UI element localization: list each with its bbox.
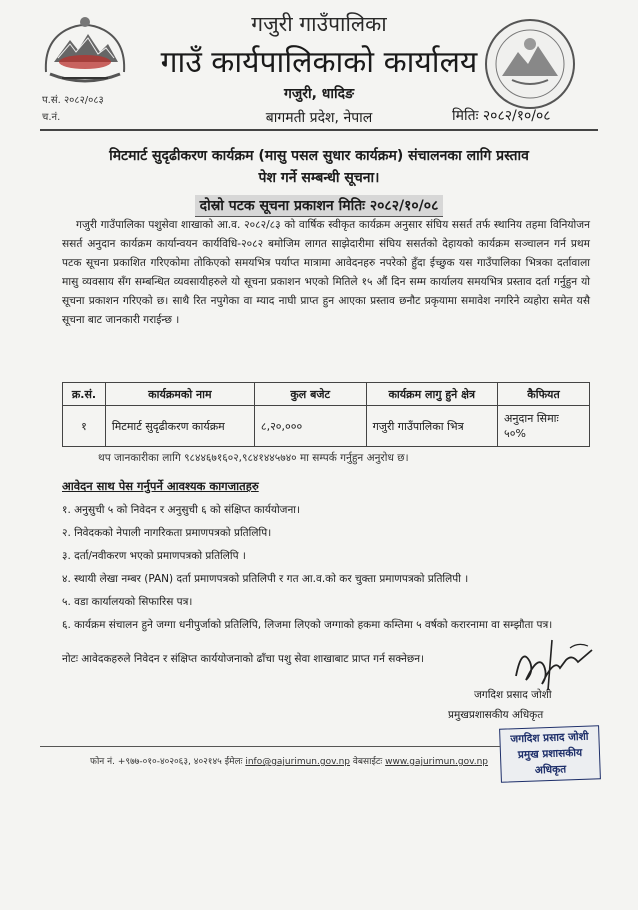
stamp-name: जगदिश प्रसाद जोशी xyxy=(510,730,589,746)
cell-area: गजुरी गाउँपालिका भित्र xyxy=(366,406,497,447)
list-item: १. अनुसुची ५ को निवेदन र अनुसुची ६ को संक्षिप्त कार्ययोजना। xyxy=(62,504,300,516)
office-place: गजुरी, धादिङ xyxy=(283,86,355,102)
requirements-heading: आवेदन साथ पेस गर्नुपर्ने आवश्यक कागजातहरु xyxy=(62,479,259,493)
body-paragraph: गजुरी गाउँपालिका पशुसेवा शाखाको आ.व. २०८२/८३ को वार्षिक स्वीकृत कार्यक्रम अनुसार संघिय ससर्त तर्फ स्थानिय तहमा विनियोजन ससर्त अनुदान कार्यक्रम कार्यान्वयन कार्यविधि-२०८२ बमोजिम लागत साझेदारीमा संघिय ससर्तको देहायको कार्यक्रम सञ्चालन गर्न प्रथम पटक सूचना प्रकाशित गरिएकोमा तोकिएको समयभित्र पर्याप्त मात्रामा आवेदनहरु नपरेको हुँदा ईच्छुक यस गाउँपालिका भित्रका दर्तावाला मासु व्यवसाय सँग सम्बन्धित व्यवसायीहरुले यो सूचना प्रकाशन भएको मितिले १५ औं दिन सम्म कार्यालय समयभित्र प्रस्ताव दर्ता गर्नुहुन यो सूचना प्रकाशन गरिएको छ। साथै रित नपुगेका वा म्याद नाघी प्राप्त हुन आएका प्रस्ताव छनौट प्रकृयामा समावेश नगरिने व्यहोरा समेत यसै सूचना बाट जानकारी गराईन्छ । xyxy=(62,219,590,326)
signatory-name: जगदिश प्रसाद जोशी xyxy=(474,689,552,701)
footer-divider xyxy=(40,746,500,747)
footer-website-label: वेबसाईटः xyxy=(352,757,383,767)
table-header-row xyxy=(63,383,590,406)
list-item: ३. दर्ता/नवीकरण भएको प्रमाणपत्रको प्रतिलिपि । xyxy=(62,550,246,562)
signatory-title: प्रमुखप्रशासकीय अधिकृत xyxy=(448,709,544,721)
footer-email-link[interactable]: info@gajurimun.gov.np xyxy=(245,757,351,767)
col-sn: क्र.सं. xyxy=(63,383,106,406)
ref-no: प.सं. २०८२/०८३ xyxy=(42,95,104,106)
reference-block xyxy=(42,92,104,126)
col-area: कार्यक्रम लागु हुने क्षेत्र xyxy=(366,383,497,406)
office-province: बागमती प्रदेश, नेपाल xyxy=(265,110,373,126)
municipality-seal-logo xyxy=(482,16,578,112)
footer-website-link[interactable]: www.gajurimun.gov.np xyxy=(385,757,489,767)
subject-line-1: मिटमार्ट सुदृढीकरण कार्यक्रम (मासु पसल सुधार कार्यक्रम) संचालनका लागि प्रस्ताव xyxy=(109,148,529,164)
list-item: ४. स्थायी लेखा नम्बर (PAN) दर्ता प्रमाणपत्रको प्रतिलिपी र गत आ.व.को कर चुक्ता प्रमाणपत्रको प्रतिलिपी । xyxy=(62,573,469,585)
stamp-title: प्रमुख प्रशासकीय अधिकृत xyxy=(517,746,583,777)
office-name: गाउँ कार्यपालिकाको कार्यालय xyxy=(160,45,478,80)
footer xyxy=(90,754,488,767)
header-divider xyxy=(40,129,598,131)
cell-budget: ८,२०,००० xyxy=(254,406,366,447)
note-line: नोटः आवेदकहरुले निवेदन र संक्षिप्त कार्ययोजनाको ढाँचा पशु सेवा शाखाबाट प्राप्त गर्न सक्नेछन। xyxy=(62,653,425,665)
subject-line-2: पेश गर्ने सम्बन्धी सूचना। xyxy=(258,170,380,186)
cell-sn: १ xyxy=(63,406,106,447)
table-row xyxy=(63,406,590,447)
list-item: ६. कार्यक्रम संचालन हुने जग्गा धनीपुर्जाको प्रतिलिपि, लिजमा लिएको जग्गाको हकमा कम्तिमा ५ वर्षको करारनामा वा सम्झौता पत्र। xyxy=(62,619,553,631)
requirements-list xyxy=(62,502,592,640)
notice-subject xyxy=(40,145,598,189)
col-remarks: कैफियत xyxy=(498,383,590,406)
notice-publication-date: दोस्रो पटक सूचना प्रकाशन मितिः २०८२/१०/०८ xyxy=(195,195,443,217)
program-table xyxy=(62,382,590,447)
contact-line: थप जानकारीका लागि ९८४४६७१६०२,९८४१४४५७४० मा सम्पर्क गर्नुहुन अनुरोध छ। xyxy=(98,452,409,464)
col-budget: कुल बजेट xyxy=(254,383,366,406)
footer-email-label: ईमेलः xyxy=(224,757,243,767)
cell-remarks: अनुदान सिमाः ५०% xyxy=(498,406,590,447)
municipality-name: गजुरी गाउँपालिका xyxy=(251,12,387,36)
col-program-name: कार्यक्रमको नाम xyxy=(105,383,254,406)
official-stamp xyxy=(499,725,601,782)
cell-program-name: मिटमार्ट सुदृढीकरण कार्यक्रम xyxy=(105,406,254,447)
footer-phone: फोन नं. +९७७-०१०-४०२०६३, ४०२१४५ xyxy=(90,757,222,767)
dispatch-no: च.नं. xyxy=(42,112,61,123)
handwritten-signature xyxy=(508,632,600,694)
letter-date: मितिः २०८२/१०/०८ xyxy=(452,108,551,124)
list-item: २. निवेदकको नेपाली नागरिकता प्रमाणपत्रको प्रतिलिपि। xyxy=(62,527,272,539)
list-item: ५. वडा कार्यालयको सिफारिस पत्र। xyxy=(62,596,193,608)
